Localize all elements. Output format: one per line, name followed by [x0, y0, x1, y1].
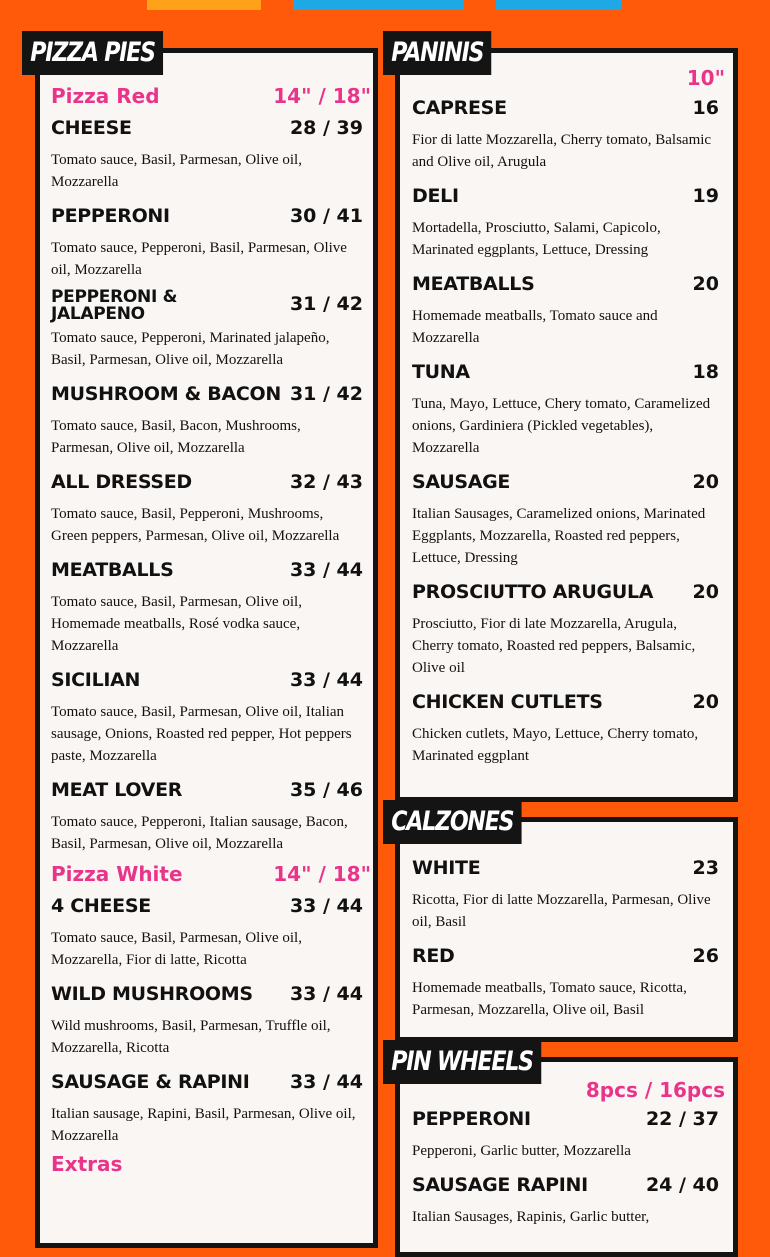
- menu-item-header: [51, 977, 363, 1011]
- item-description: Tomato sauce, Pepperoni, Basil, Parmesan, Olive oil, Mozzarella: [51, 240, 347, 278]
- menu-item-header: [412, 1102, 719, 1136]
- item-description: Tomato sauce, Basil, Pepperoni, Mushrooms, Green peppers, Parmesan, Olive oil, Mozzarella: [51, 506, 340, 544]
- menu-item-header: [412, 851, 719, 885]
- item-price: 26: [692, 945, 719, 967]
- item-description: Tomato sauce, Basil, Bacon, Mushrooms, Parmesan, Olive oil, Mozzarella: [51, 418, 301, 456]
- item-description: Wild mushrooms, Basil, Parmesan, Truffle oil, Mozzarella, Ricotta: [51, 1018, 331, 1056]
- item-name: CAPRESE: [412, 97, 507, 119]
- pinwheels-size: 8pcs / 16pcs: [585, 1078, 725, 1102]
- menu-item-header: [51, 663, 363, 697]
- item-price: 18: [692, 361, 719, 383]
- item-description: Italian Sausages, Rapinis, Garlic butter,: [412, 1209, 650, 1225]
- menu-item: [412, 465, 719, 575]
- item-description: Ricotta, Fior di latte Mozzarella, Parmesan, Olive oil, Basil: [412, 892, 711, 930]
- item-price: 30 / 41: [289, 205, 363, 227]
- section-size: 14" / 18": [273, 84, 371, 108]
- item-name: SICILIAN: [51, 669, 141, 691]
- menu-item-header: [51, 553, 363, 587]
- item-price: 33 / 44: [289, 559, 363, 581]
- menu-item: [412, 575, 719, 685]
- item-description: Homemade meatballs, Tomato sauce, Ricotta, Parmesan, Mozzarella, Olive oil, Basil: [412, 980, 687, 1018]
- item-name: WHITE: [412, 857, 481, 879]
- section-name: Pizza White: [51, 862, 183, 886]
- menu-item: [51, 287, 363, 377]
- section-name: Extras: [51, 1152, 123, 1176]
- menu-item: [51, 663, 363, 773]
- item-description: Tomato sauce, Basil, Parmesan, Olive oil, Italian sausage, Onions, Roasted red pepper, Hot peppers paste, Mozzarella: [51, 704, 352, 764]
- item-name: TUNA: [412, 361, 470, 383]
- item-name: SAUSAGE & RAPINI: [51, 1071, 250, 1093]
- item-name: 4 CHEESE: [51, 895, 151, 917]
- item-name: ALL DRESSED: [51, 471, 192, 493]
- menu-item-header: [51, 287, 363, 323]
- item-name: DELI: [412, 185, 459, 207]
- menu-item: [412, 939, 719, 1027]
- menu-item: [412, 179, 719, 267]
- menu-item: [412, 685, 719, 773]
- menu-item: [51, 889, 363, 977]
- item-description: Pepperoni, Garlic butter, Mozzarella: [412, 1143, 631, 1159]
- menu-item-header: [412, 355, 719, 389]
- item-price: 22 / 37: [645, 1108, 719, 1130]
- item-price: 33 / 44: [289, 895, 363, 917]
- pinwheels-title: PIN WHEELS: [383, 1040, 541, 1084]
- item-price: 35 / 46: [289, 779, 363, 801]
- pizza-pies-panel: [35, 48, 378, 1248]
- menu-item-header: [51, 889, 363, 923]
- paninis-panel: [395, 48, 738, 802]
- item-name: MUSHROOM & BACON: [51, 383, 281, 405]
- menu-item-header: [412, 267, 719, 301]
- item-name: PROSCIUTTO ARUGULA: [412, 581, 654, 603]
- item-name: MEATBALLS: [51, 559, 174, 581]
- menu-item-header: [51, 111, 363, 145]
- menu-item-header: [412, 575, 719, 609]
- item-description: Italian sausage, Rapini, Basil, Parmesan, Olive oil, Mozzarella: [51, 1106, 356, 1144]
- item-description: Mortadella, Prosciutto, Salami, Capicolo, Marinated eggplants, Lettuce, Dressing: [412, 220, 661, 258]
- calzones-title: CALZONES: [383, 800, 522, 844]
- item-description: Tomato sauce, Basil, Parmesan, Olive oil, Mozzarella, Fior di latte, Ricotta: [51, 930, 302, 968]
- menu-item: [412, 355, 719, 465]
- menu-item-header: [51, 377, 363, 411]
- menu-item-header: [412, 685, 719, 719]
- menu-item-header: [51, 1065, 363, 1099]
- item-name: CHICKEN CUTLETS: [412, 691, 603, 713]
- item-description: Italian Sausages, Caramelized onions, Marinated Eggplants, Mozzarella, Roasted red peppers, Lettuce, Dressing: [412, 506, 706, 566]
- item-name: MEAT LOVER: [51, 779, 183, 801]
- item-price: 20: [692, 581, 719, 603]
- paninis-list: [400, 91, 733, 773]
- menu-item-header: [51, 199, 363, 233]
- item-price: 20: [692, 691, 719, 713]
- pinwheels-list: [400, 1102, 733, 1234]
- item-description: Tomato sauce, Basil, Parmesan, Olive oil, Homemade meatballs, Rosé vodka sauce, Mozzarella: [51, 594, 302, 654]
- menu-item: [51, 1065, 363, 1153]
- pizza-pies-title: PIZZA PIES: [22, 31, 163, 75]
- pizza-white-list: [51, 889, 363, 1153]
- menu-item: [51, 111, 363, 199]
- menu-item: [412, 1102, 719, 1168]
- menu-item: [51, 199, 363, 287]
- item-name: PEPPERONI: [51, 205, 170, 227]
- item-price: 31 / 42: [289, 383, 363, 405]
- menu-item: [412, 1168, 719, 1234]
- item-name: PEPPERONI & JALAPENO: [51, 287, 178, 324]
- menu-item-header: [51, 773, 363, 807]
- item-description: Chicken cutlets, Mayo, Lettuce, Cherry tomato, Marinated eggplant: [412, 726, 699, 764]
- menu-item: [51, 553, 363, 663]
- item-name: RED: [412, 945, 455, 967]
- item-description: Homemade meatballs, Tomato sauce and Mozzarella: [412, 308, 658, 346]
- extras-header: [51, 1149, 363, 1179]
- item-price: 20: [692, 273, 719, 295]
- menu-item-header: [412, 939, 719, 973]
- item-price: 28 / 39: [289, 117, 363, 139]
- menu-item-header: [412, 91, 719, 125]
- menu-item: [51, 465, 363, 553]
- item-price: 24 / 40: [645, 1174, 719, 1196]
- menu-item: [51, 977, 363, 1065]
- pizza-white-header: [51, 859, 371, 889]
- menu-item-header: [412, 465, 719, 499]
- pinwheels-panel: [395, 1057, 738, 1257]
- top-tab-blue-2: [496, 0, 622, 10]
- item-price: 19: [692, 185, 719, 207]
- item-name: SAUSAGE RAPINI: [412, 1174, 588, 1196]
- item-name: CHEESE: [51, 117, 132, 139]
- pizza-red-header: [51, 81, 371, 111]
- item-name: PEPPERONI: [412, 1108, 531, 1130]
- menu-item-header: [51, 465, 363, 499]
- paninis-title: PANINIS: [383, 31, 492, 75]
- item-price: 20: [692, 471, 719, 493]
- menu-item-header: [412, 1168, 719, 1202]
- menu-item: [51, 773, 363, 861]
- item-price: 31 / 42: [289, 293, 363, 315]
- item-price: 33 / 44: [289, 983, 363, 1005]
- menu-item: [412, 851, 719, 939]
- item-price: 33 / 44: [289, 1071, 363, 1093]
- section-size: 14" / 18": [273, 862, 371, 886]
- item-description: Tomato sauce, Basil, Parmesan, Olive oil, Mozzarella: [51, 152, 302, 190]
- top-tab-orange: [147, 0, 261, 10]
- item-price: 23: [692, 857, 719, 879]
- paninis-size: 10": [686, 66, 725, 90]
- item-price: 32 / 43: [289, 471, 363, 493]
- item-description: Tuna, Mayo, Lettuce, Chery tomato, Caramelized onions, Gardiniera (Pickled vegetables), Mozzarella: [412, 396, 711, 456]
- item-description: Prosciutto, Fior di late Mozzarella, Arugula, Cherry tomato, Roasted red peppers, Balsamic, Olive oil: [412, 616, 696, 676]
- item-price: 16: [692, 97, 719, 119]
- top-tab-blue-1: [293, 0, 464, 10]
- pizza-red-list: [51, 111, 363, 861]
- menu-item: [412, 267, 719, 355]
- item-description: Tomato sauce, Pepperoni, Italian sausage, Bacon, Basil, Parmesan, Olive oil, Mozzarella: [51, 814, 348, 852]
- calzones-panel: [395, 817, 738, 1042]
- section-name: Pizza Red: [51, 84, 160, 108]
- item-name: MEATBALLS: [412, 273, 535, 295]
- item-name: SAUSAGE: [412, 471, 511, 493]
- item-description: Tomato sauce, Pepperoni, Marinated jalapeño, Basil, Parmesan, Olive oil, Mozzarella: [51, 330, 330, 368]
- item-price: 33 / 44: [289, 669, 363, 691]
- item-name: WILD MUSHROOMS: [51, 983, 253, 1005]
- menu-item: [51, 377, 363, 465]
- item-description: Fior di latte Mozzarella, Cherry tomato, Balsamic and Olive oil, Arugula: [412, 132, 712, 170]
- menu-item: [412, 91, 719, 179]
- menu-item-header: [412, 179, 719, 213]
- calzones-list: [400, 851, 733, 1027]
